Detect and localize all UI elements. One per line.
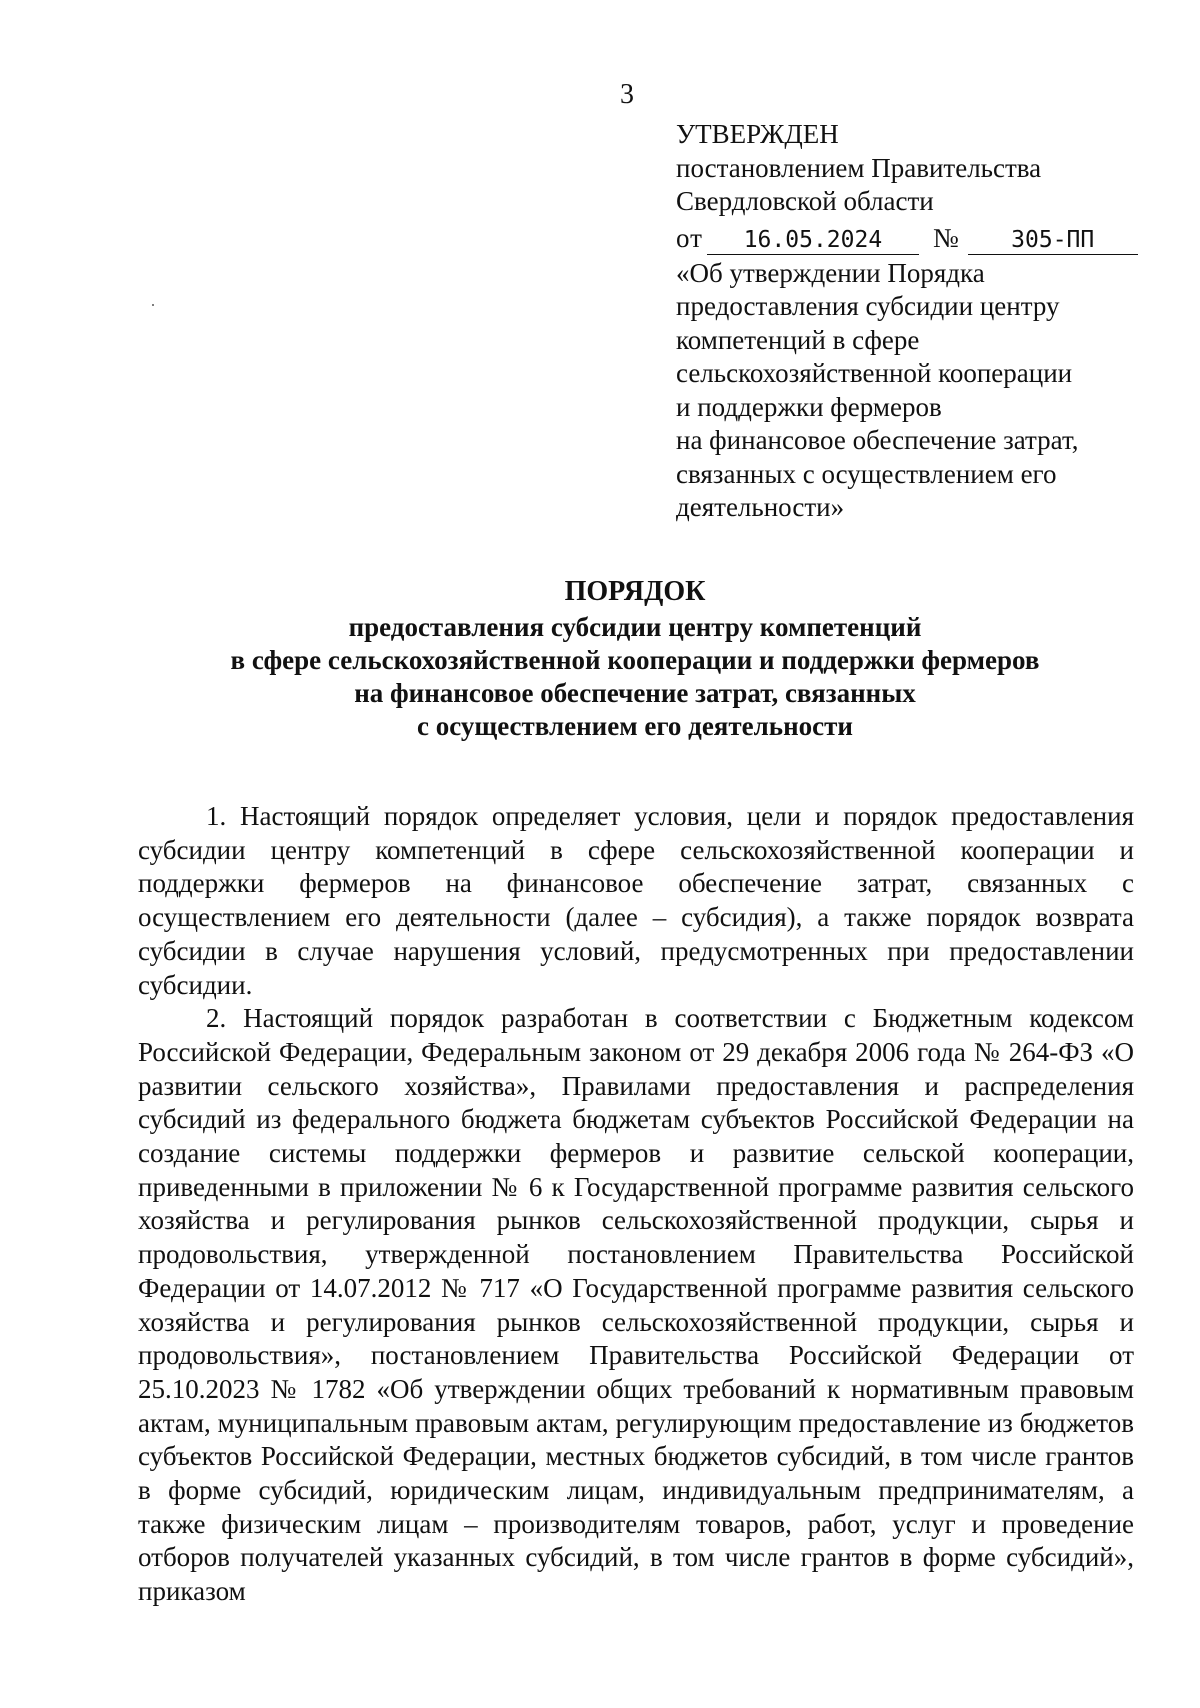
document-title: ПОРЯДОК: [564, 576, 706, 607]
document-subtitle-line: предоставления субсидии центру компетенций: [348, 612, 922, 642]
paragraph-1: 1. Настоящий порядок определяет условия, цели и порядок предоставления субсидии центру компетенций в сфере сельскохозяйственной кооперации и поддержки фермеров на финансовое обеспечение затрат, связанных с осуществлением его деятельности (далее – субсидия), а также порядок возврата субсидии в случае нарушения условий, предусмотренных при предоставлении субсидии.: [138, 801, 1134, 1000]
approval-title-line: связанных с осуществлением его: [676, 458, 1057, 489]
document-body: [138, 800, 1134, 1609]
number-prefix: №: [932, 222, 960, 253]
approval-title-line: «Об утверждении Порядка: [676, 257, 985, 288]
document-heading: [130, 575, 1140, 743]
paragraph-2: 2. Настоящий порядок разработан в соответствии с Бюджетным кодексом Российской Федерации, Федеральным законом от 29 декабря 2006 года № 264-ФЗ «О развитии сельского хозяйства», Правилами предоставления и распределения субсидий из федерального бюджета бюджетам субъектов Российской Федерации на создание системы поддержки фермеров и развитие сельской кооперации, приведенными в приложении № 6 к Государственной программе развития сельского хозяйства и регулирования рынков сельскохозяйственной продукции, сырья и продовольствия, утвержденной постановлением Правительства Российской Федерации от 14.07.2012 № 717 «О Государственной программе развития сельского хозяйства и регулирования рынков сельскохозяйственной продукции, сырья и продовольствия», постановлением Правительства Российской Федерации от 25.10.2023 № 1782 «Об утверждении общих требований к нормативным правовым актам, муниципальным правовым актам, регулирующим предоставление из бюджетов субъектов Российской Федерации, местных бюджетов субсидий, в том числе грантов в форме субсидий, юридическим лицам, индивидуальным предпринимателям, а также физическим лицам – производителям товаров, работ, услуг и проведение отборов получателей указанных субсидий, в том числе грантов в форме субсидий», приказом: [138, 1003, 1134, 1607]
approval-date-number: [676, 219, 1146, 257]
approval-title-line: на финансовое обеспечение затрат,: [676, 425, 1079, 455]
page-number: 3: [620, 79, 634, 110]
approval-heading: УТВЕРЖДЕН: [676, 119, 839, 149]
approval-title-line: сельскохозяйственной кооперации: [676, 358, 1073, 388]
approval-title-line: деятельности»: [676, 492, 845, 522]
approval-line: постановлением Правительства: [676, 152, 1042, 183]
document-subtitle-line: в сфере сельскохозяйственной кооперации и поддержки фермеров: [230, 645, 1040, 675]
approval-title-line: предоставления субсидии центру: [676, 291, 1060, 321]
date-prefix: от: [676, 222, 703, 253]
approval-date: 16.05.2024: [707, 226, 919, 255]
approval-title-line: и поддержки фермеров: [676, 391, 942, 422]
approval-block: [676, 118, 1146, 525]
scan-speck: [152, 304, 154, 306]
document-subtitle-line: с осуществлением его деятельности: [417, 711, 853, 741]
document-subtitle-line: на финансовое обеспечение затрат, связанных: [354, 678, 916, 708]
approval-line: Свердловской области: [676, 186, 934, 216]
approval-title-line: компетенций в сфере: [676, 324, 920, 355]
approval-number: 305-ПП: [968, 226, 1138, 255]
